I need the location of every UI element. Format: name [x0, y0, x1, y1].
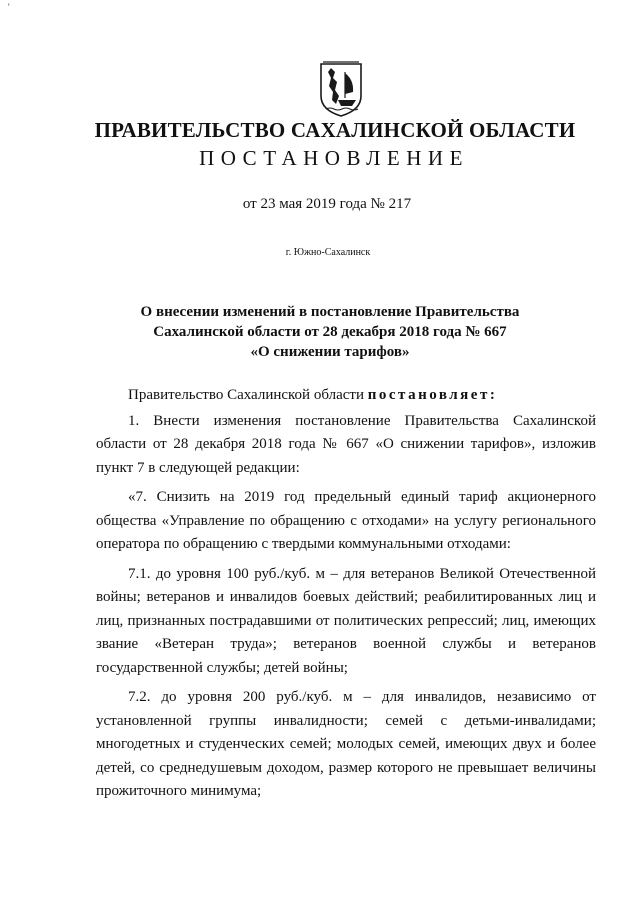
subject-line-2: Сахалинской области от 28 декабря 2018 года № 667: [153, 324, 507, 340]
paragraph-1: 1. Внести изменения постановление Правительства Сахалинской области от 28 декабря 2018 года № 667 «О снижении тарифов», изложив пункт 7 в следующей редакции:: [96, 412, 596, 476]
document-date-number: от 23 мая 2019 года № 217: [242, 196, 412, 212]
subject-line-1: О внесении изменений в постановление Правительства: [140, 304, 520, 320]
preamble-text: Правительство Сахалинской области: [128, 387, 368, 403]
document-body: [96, 384, 596, 810]
document-type: ПОСТАНОВЛЕНИЕ: [199, 146, 469, 170]
paragraph-7-1: 7.1. до уровня 100 руб./куб. м – для ветеранов Великой Отечественной войны; ветеранов и инвалидов боевых действий; реабилитированных лиц и лиц, признанных пострадавшими от политических репрессий; лиц, имеющих звание «Ветеран труда»; ветеранов военной службы и ветеранов государственной службы; детей войны;: [96, 565, 596, 676]
corner-mark: ': [8, 2, 10, 12]
sakhalin-coat-of-arms-icon: [317, 60, 365, 118]
subject-line-3: «О снижении тарифов»: [250, 344, 410, 360]
city-line: г. Южно-Сахалинск: [285, 247, 371, 258]
preamble: [96, 384, 596, 408]
paragraph-7: «7. Снизить на 2019 год предельный единый тариф акционерного общества «Управление по обращению с отходами» на услугу регионального оператора по обращению с твердыми коммунальными отходами:: [96, 489, 596, 552]
preamble-decree-word: постановляет:: [367, 387, 498, 403]
document-subject: [100, 302, 560, 362]
government-title: ПРАВИТЕЛЬСТВО САХАЛИНСКОЙ ОБЛАСТИ: [94, 118, 576, 142]
paragraph-7-2: 7.2. до уровня 200 руб./куб. м – для инвалидов, независимо от установленной группы инвалидности; семей с детьми-инвалидами; многодетных и студенческих семей; молодых семей, имеющих двух и более детей, со среднедушевым доходом, размер которого не превышает величины прожиточного минимума;: [96, 689, 596, 799]
